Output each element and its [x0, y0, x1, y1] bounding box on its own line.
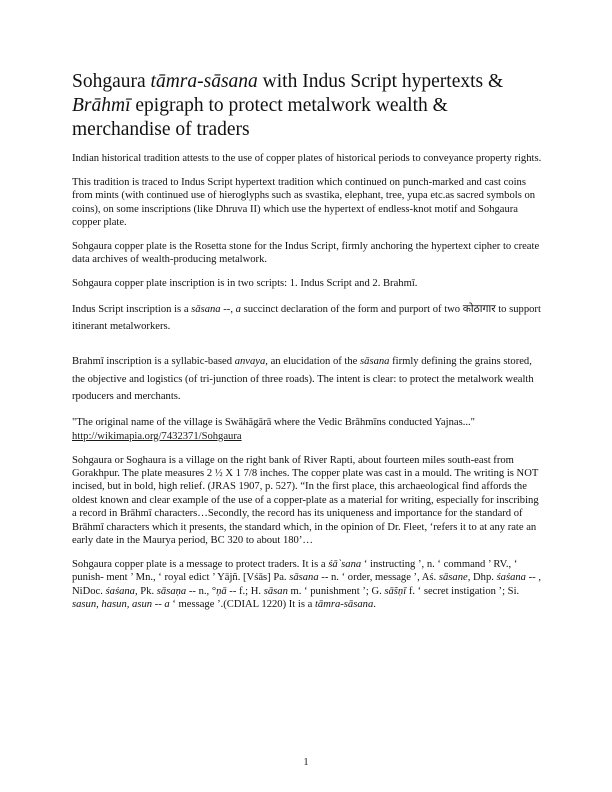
p9-k: , Pk.: [134, 585, 157, 597]
p9-e: -- n. ‘ order, message ’, Aś.: [318, 572, 439, 584]
paragraph-4: Sohgaura copper plate inscription is in two scripts: 1. Indus Script and 2. Brahmī.: [72, 278, 418, 290]
p9-x: tāmra-sāsana: [314, 599, 374, 611]
p6-text-a: Brahmī inscription is a syllabic-based: [72, 356, 235, 368]
p9-y: .: [373, 599, 376, 611]
p9-u: --: [152, 599, 165, 611]
p6-text-d: sāsana: [360, 356, 390, 368]
title-text-1: Sohgaura: [72, 71, 151, 92]
p6-text-b: anvaya: [234, 356, 266, 368]
p9-b: śā`sana: [328, 558, 362, 570]
paragraph-2: This tradition is traced to Indus Script hypertext tradition which continued on punch-marked and cast coins from mints (with continued use of hieroglyphs such as svastika, elephant, tree, yupa etc.as sacred symbols on coins), on some inscriptions (like Dhruva II) which use the hypertext of endless-knot motif and Sohgaura copper plate.: [72, 176, 536, 229]
paragraph-9: [72, 558, 544, 612]
p5-text-g: to support itinerant metalworkers.: [72, 304, 541, 333]
document-page: [72, 70, 544, 622]
p9-f: sāsane: [438, 572, 468, 584]
paragraph-6: [72, 353, 544, 406]
p9-h: śaśana: [496, 572, 526, 584]
page-title: [72, 70, 544, 142]
p6-text-c: , an elucidation of the: [265, 356, 361, 368]
p9-v: a: [164, 599, 170, 611]
page-number: 1: [303, 757, 309, 768]
p9-a: Sohgaura copper plate is a message to protect traders. It is a: [72, 558, 329, 570]
p9-d: sāsana: [289, 572, 319, 584]
p9-p: sāsan: [263, 585, 288, 597]
paragraph-7: [72, 416, 544, 443]
p6-text-e: firmly defining the grains stored, the objective and logistics (of tri-junction of three roads). The intent is clear: to protect the metalwork wealth rpoducers and merchants.: [72, 356, 534, 403]
p5-text-devanagari: कोठागार: [462, 303, 496, 316]
p9-i: -- , NiDoc.: [72, 572, 541, 597]
p9-t: sasun, hasun, asun: [72, 599, 153, 611]
p9-q: m. ‘ punishment ’; G.: [287, 585, 385, 597]
p9-w: ‘ message ’.(CDIAL 1220) It is a: [169, 599, 315, 611]
p9-j: śaśana: [105, 585, 135, 597]
p9-g: , Dhp.: [467, 572, 497, 584]
paragraph-1: Indian historical tradition attests to the use of copper plates of historical periods to conveyance property rights.: [72, 153, 542, 164]
p9-m: -- n., °: [186, 585, 217, 597]
p5-text-d: a: [235, 304, 241, 316]
title-text-5: epigraph to protect metalwork wealth & merchandise of traders: [72, 95, 448, 140]
p5-text-a: Indus Script inscription is a: [72, 304, 192, 316]
p9-n: ṇā: [216, 585, 227, 597]
p9-s: f. ‘ secret instigation ’; Si.: [406, 585, 520, 597]
p9-o: -- f.; H.: [226, 585, 264, 597]
title-text-2: tāmra-sāsana: [150, 71, 258, 92]
p5-text-b: sāsana: [191, 304, 221, 316]
paragraph-8: Sohgaura or Soghaura is a village on the right bank of River Rapti, about fourteen miles south-east from Gorakhpur. The plate measures 2 ½ X 1 7/8 inches. The copper plate was cast in a mould. The writing is NOT incised, but in bold, high relief. (JRAS 1907, p. 527). “In the first place, this archaeological find affords the oldest known and clear example of the use of a copper-plate as a material for writing, especially for inscribing a record in Brāhmī characters…Secondly, the record has its uniqueness and importance for the standard of Brāhmī characters which it presents, the standard which, in the opinion of Dr. Fleet, ‘refers it to at any rate an early date in the Maurya period, BC 320 to about 180’…: [72, 454, 539, 546]
p9-r: sā̃sṇī: [384, 585, 407, 597]
title-text-3: with Indus Script hypertexts &: [257, 71, 504, 92]
title-text-4: Brāhmī: [72, 95, 131, 116]
wikimapia-link[interactable]: http://wikimapia.org/7432371/Sohgaura: [72, 430, 242, 442]
p5-text-e: succinct declaration of the form and purport of two: [240, 304, 463, 316]
p5-text-c: --,: [220, 304, 236, 316]
paragraph-5: [72, 301, 544, 335]
p9-l: sāsaṇa: [156, 585, 187, 597]
p9-c: ‘ instructing ’, n. ‘ command ’ RV., ‘ punish- ment ’ Mn., ‘ royal edict ’ Yājñ. [Vśās] Pa.: [72, 558, 518, 584]
p7-quote: "The original name of the village is Swāhāgārā where the Vedic Brāhmīns conducted Yajnas...": [72, 417, 475, 429]
paragraph-3: Sohgaura copper plate is the Rosetta stone for the Indus Script, firmly anchoring the hypertext cipher to create data archives of wealth-producing metalwork.: [72, 241, 540, 266]
